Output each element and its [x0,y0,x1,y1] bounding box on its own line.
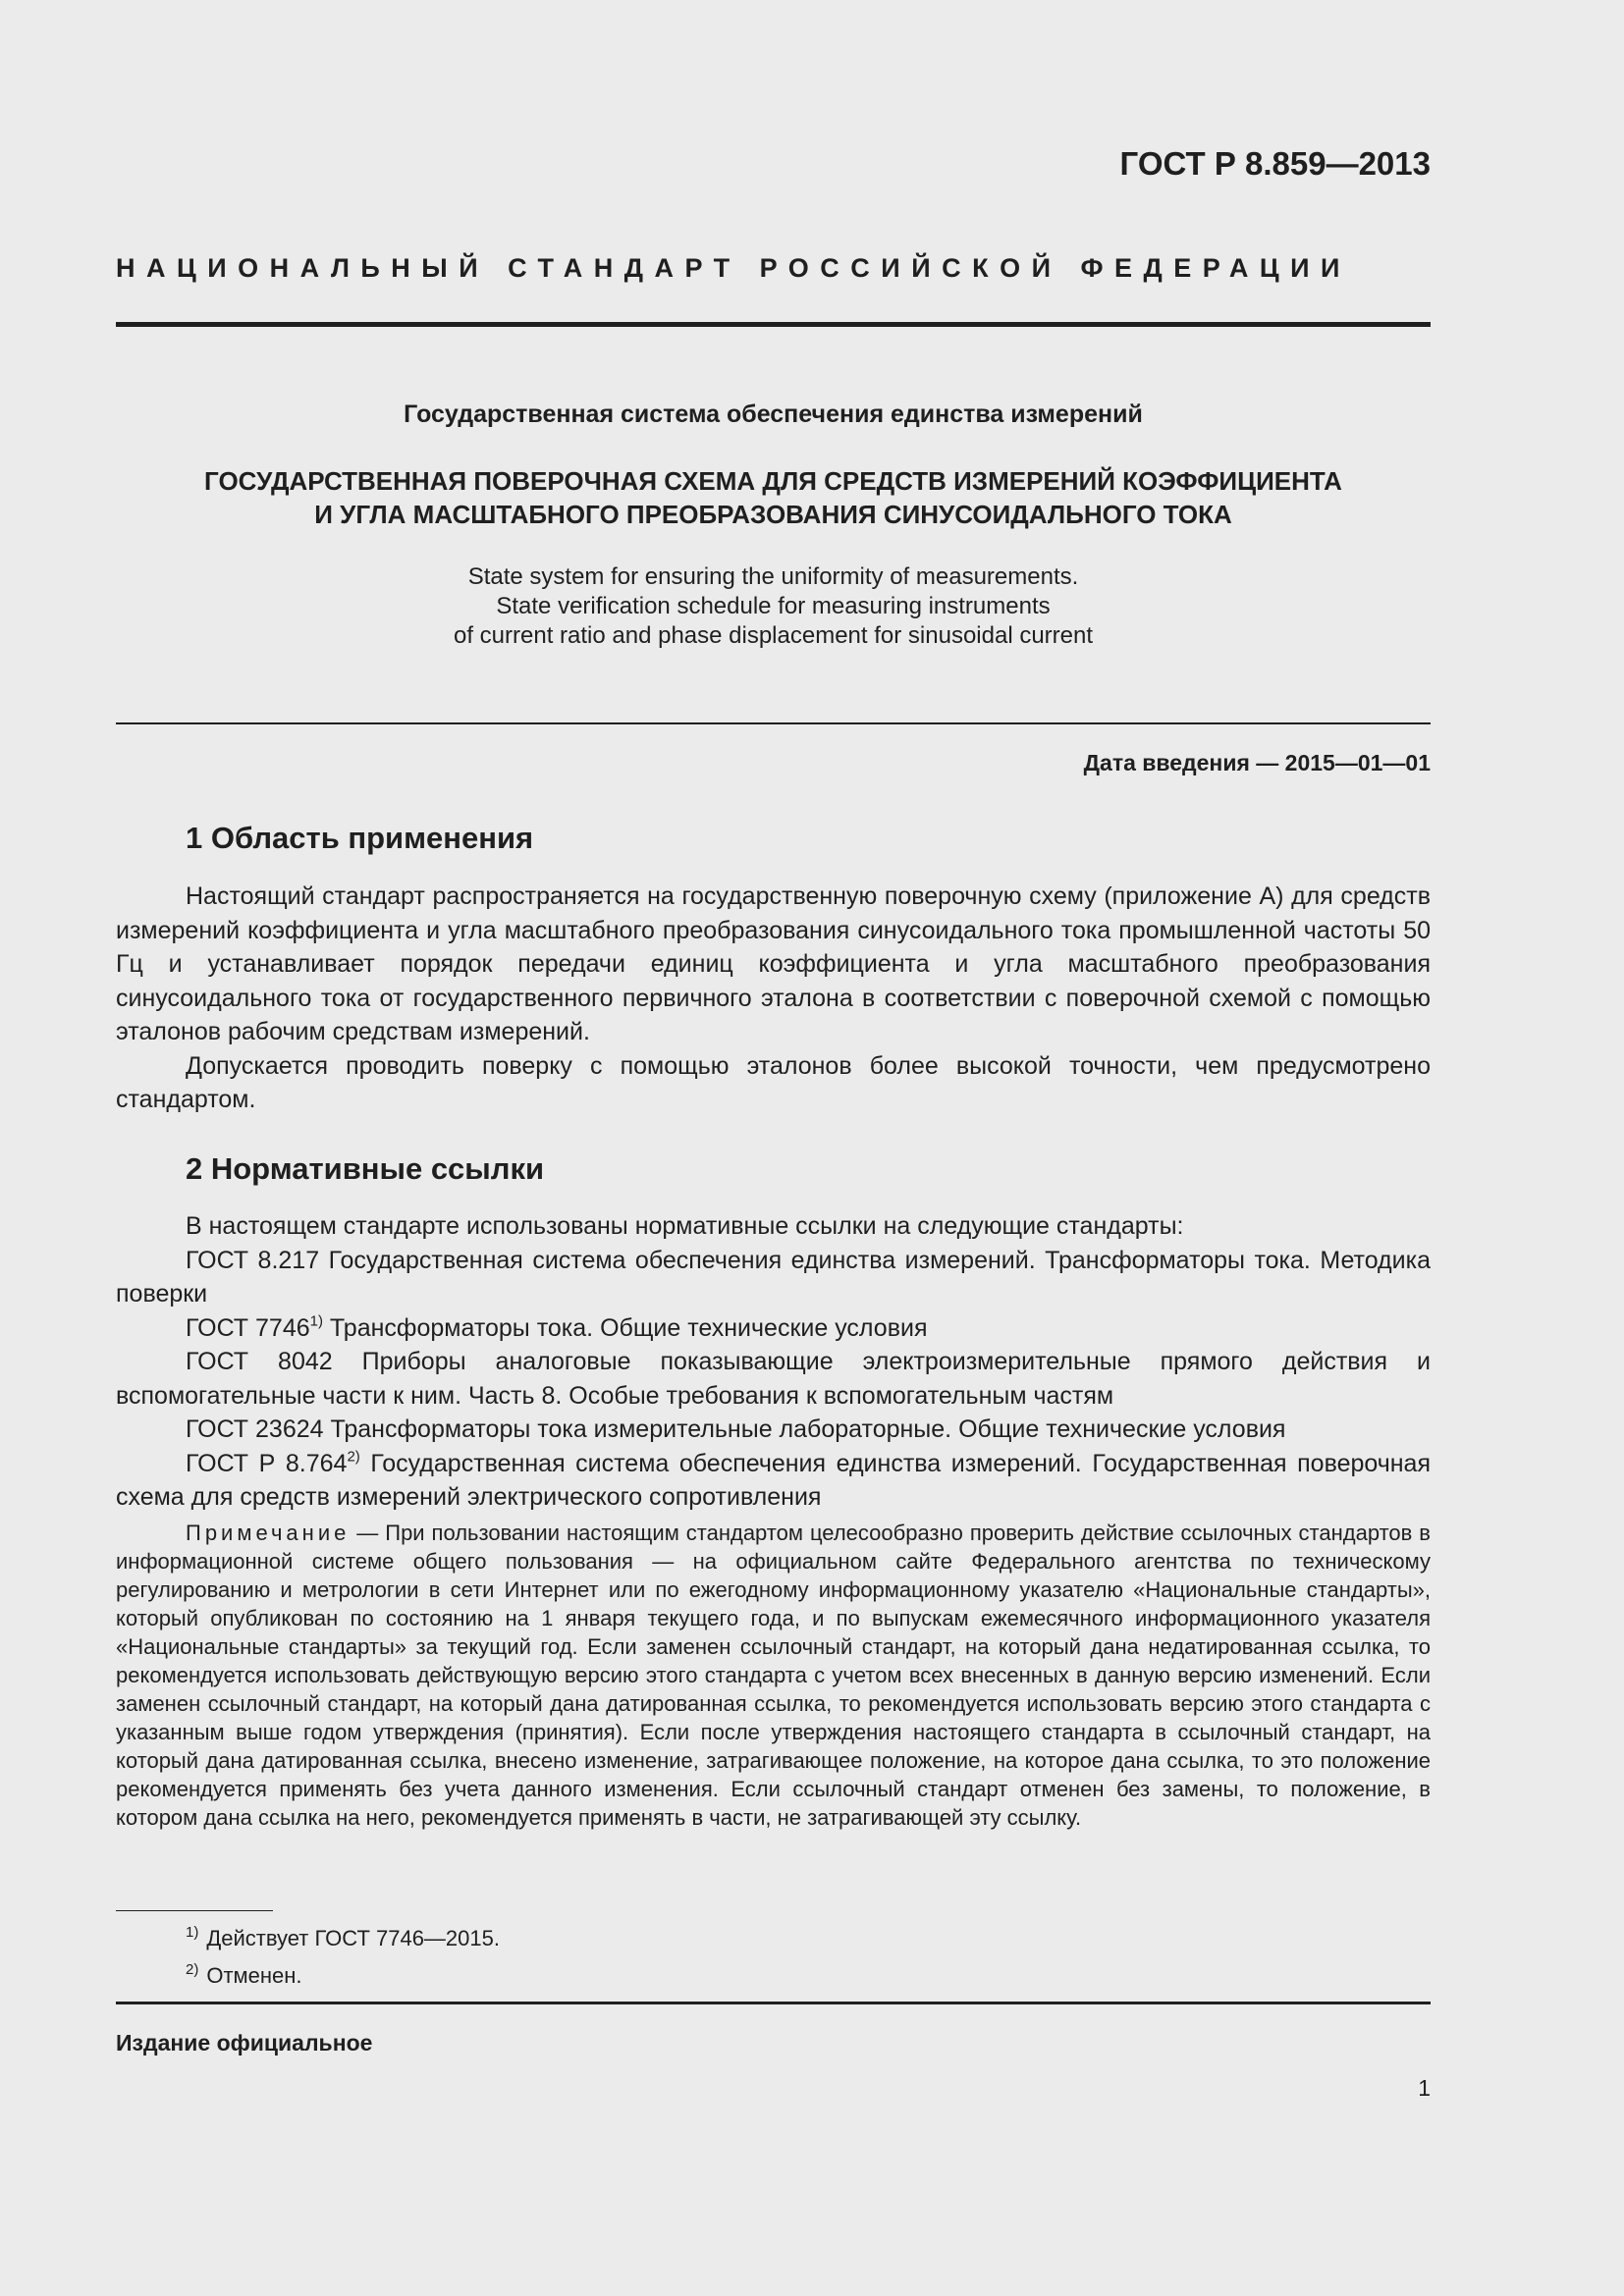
document-title [116,464,1431,531]
note-paragraph [116,1519,1431,1832]
reference-gost-r-8764 [116,1447,1431,1515]
reference-gost-23624: ГОСТ 23624 Трансформаторы тока измерительные лабораторные. Общие технические условия [186,1415,1286,1443]
section-1-paragraph-1: Настоящий стандарт распространяется на государственную поверочную схему (приложение А) для средств измерений коэффициента и угла масштабного преобразования синусоидального тока промышленной частоты 50 Гц и устанавливает порядок передачи единиц коэффициента и угла масштабного преобразования синусоидального тока от государственного первичного эталона в соответствии с поверочной схемой с помощью эталонов рабочим средствам измерений. [116,882,1431,1045]
footnote-1-text: Действует ГОСТ 7746—2015. [206,1926,500,1950]
section-2-heading: 2 Нормативные ссылки [186,1151,545,1186]
section-1-paragraph-2: Допускается проводить поверку с помощью эталонов более высокой точности, чем предусмотрено стандартом. [116,1051,1431,1113]
footnote-1 [186,1917,500,1954]
references-intro: В настоящем стандарте использованы нормативные ссылки на следующие стандарты: [186,1212,1184,1240]
english-title-line-2: State verification schedule for measuring instruments [496,593,1051,619]
footer-rule [116,2002,1431,2004]
document-number: ГОСТ Р 8.859—2013 [1119,145,1431,182]
reference-title: Государственная система обеспечения единства измерений. Государственная поверочная схема для средств измерений электрического сопротивления [116,1449,1432,1511]
note-block [116,1519,1431,1832]
footnote-2-mark: 2) [186,1961,199,1978]
title-line-1: ГОСУДАРСТВЕННАЯ ПОВЕРОЧНАЯ СХЕМА ДЛЯ СРЕДСТВ ИЗМЕРЕНИЙ КОЭФФИЦИЕНТА [204,466,1342,496]
footnote-2 [186,1954,500,1992]
note-label: Примечание [186,1521,351,1545]
reference-code: ГОСТ Р 8.764 [186,1449,348,1477]
note-text: — При пользовании настоящим стандартом целесообразно проверить действие ссылочных стандартов в информационной системе общего пользования — на официальном сайте Федерального агентства по техническому регулированию и метрологии в сети Интернет или по ежегодному информационному указателю «Национальные стандарты», который опубликован по состоянию на 1 января текущего года, и по выпускам ежемесячного информационного указателя «Национальные стандарты» за текущий год. Если заменен ссылочный стандарт, на который дана недатированная ссылка, то рекомендуется использовать действующую версию этого стандарта с учетом всех внесенных в данную версию изменений. Если заменен ссылочный стандарт, на который дана датированная ссылка, то рекомендуется использовать версию этого стандарта с указанным выше годом утверждения (принятия). Если после утверждения настоящего стандарта в ссылочный стандарт, на который дана датированная ссылка, внесено изменение, затрагивающее положение, на которое дана ссылка, то это положение рекомендуется применять без учета данного изменения. Если ссылочный стандарт отменен без замены, то положение, в котором дана ссылка на него, рекомендуется применять в части, не затрагивающей эту ссылку. [116,1521,1431,1830]
reference-title: Трансформаторы тока. Общие технические условия [322,1313,928,1342]
footnote-1-mark: 1) [186,1924,199,1941]
page-number: 1 [1418,2075,1431,2101]
english-title-line-1: State system for ensuring the uniformity of measurements. [467,563,1079,590]
official-edition-label: Издание официальное [116,2030,373,2056]
reference-gost-8042: ГОСТ 8042 Приборы аналоговые показывающие электроизмерительные прямого действия и вспомогательные части к ним. Часть 8. Особые требования к вспомогательным частям [116,1348,1431,1410]
section-1-heading: 1 Область применения [186,821,534,855]
footnote-rule [116,1910,273,1911]
standard-series: Государственная система обеспечения единства измерений [404,400,1143,428]
title-line-2: И УГЛА МАСШТАБНОГО ПРЕОБРАЗОВАНИЯ СИНУСОИДАЛЬНОГО ТОКА [314,500,1232,529]
section-1-body [116,880,1431,1117]
date-of-introduction: Дата введения — 2015—01—01 [1083,750,1431,775]
footnote-mark: 2) [347,1448,360,1465]
reference-gost-7746 [116,1311,1431,1346]
section-2-body [116,1209,1431,1515]
english-title [116,562,1431,651]
footnote-2-text: Отменен. [206,1963,302,1988]
english-title-line-3: of current ratio and phase displacement for sinusoidal current [453,622,1094,649]
footnotes [186,1917,500,1992]
title-rule [116,722,1431,724]
footnote-mark: 1) [309,1312,323,1329]
header-rule [116,322,1431,327]
reference-gost-8217: ГОСТ 8.217 Государственная система обеспечения единства измерений. Трансформаторы тока. Методика поверки [116,1246,1431,1308]
reference-code: ГОСТ 7746 [186,1313,310,1342]
national-standard-heading: НАЦИОНАЛЬНЫЙ СТАНДАРТ РОССИЙСКОЙ ФЕДЕРАЦИИ [116,253,1351,283]
